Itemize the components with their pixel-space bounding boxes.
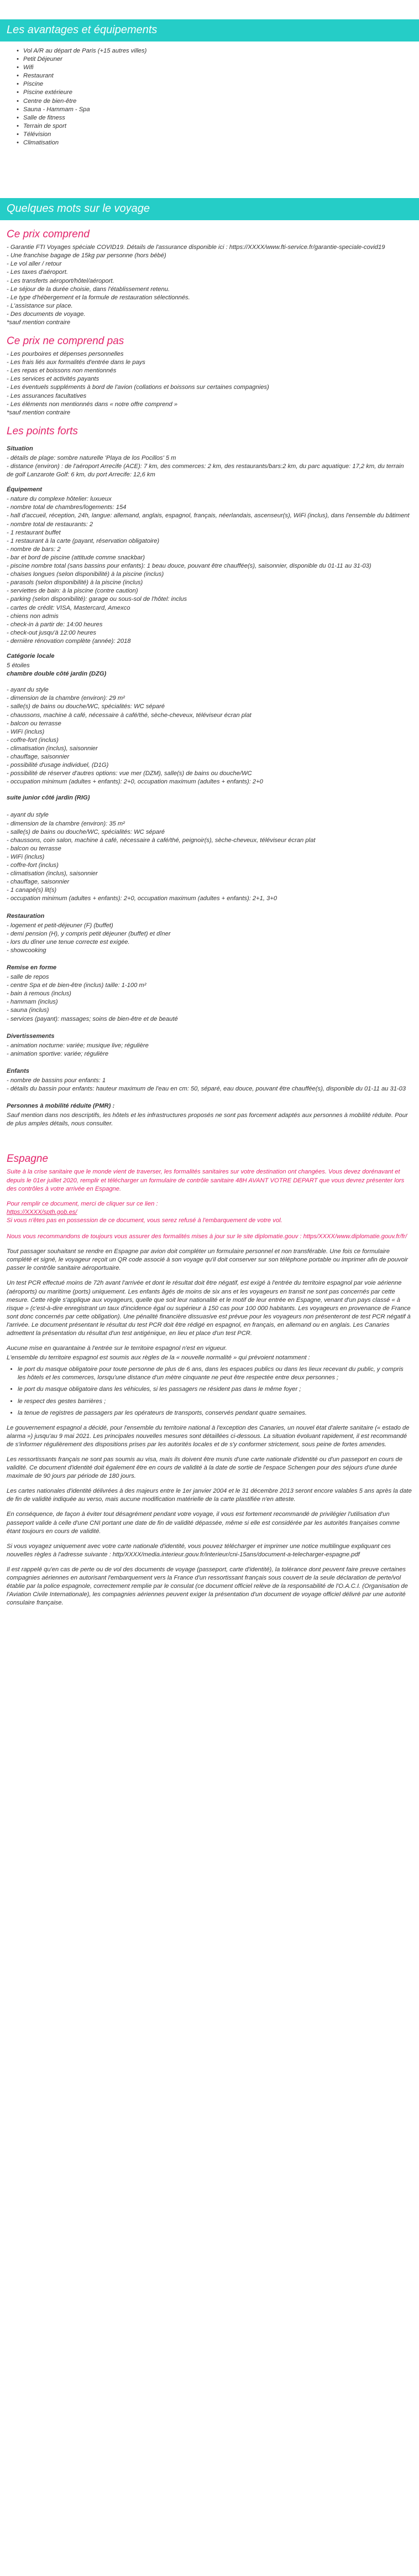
room2-line: - chaussons, coin salon, machine à café, nécessaire à café/thé, peignoir(s), sèche-cheveux, téléviseur écran plat (7, 837, 316, 844)
room2-line: - coffre-fort (inclus) (7, 862, 59, 869)
form-link[interactable]: https://XXXX/spth.gob.es/ (7, 1208, 77, 1216)
excluded-list (7, 350, 412, 417)
kids-line: - nombre de bassins pour enfants: 1 (7, 1077, 106, 1084)
rule-item: • le port du masque obligatoire pour toute personne de plus de 6 ans, dans les espaces publics ou dans les lieux recevant du public, y compris les hôtels et les commerces, lorsqu'une distance d'un mètre cinquante ne peut être respectée entre deux personnes ; (18, 1365, 412, 1382)
pmr-title: Personnes à mobilité réduite (PMR) : (7, 1103, 115, 1110)
advantage-item: • Restaurant (17, 72, 412, 80)
included-line: - L'assistance sur place. (7, 302, 73, 309)
wellness-line: - sauna (inclus) (7, 1007, 49, 1014)
situation-line: - distance (environ) : de l'aéroport Arrecife (ACE): 7 km, des commerces: 2 km, des restaurants/bars:2 km, du parc aquatique: 17,2 km, du terrain de golf Lanzarote Golf: 6 km, du port Arrecife: 12,6 km (7, 463, 404, 479)
situation-list (7, 454, 412, 479)
included-line: - Les transferts aéroport/hôtel/aéroport. (7, 277, 114, 284)
spain-p10: Il est rappelé qu'en cas de perte ou de vol des documents de voyage (passeport, carte d'identité), la tolérance dont peuvent faire preuve certaines compagnies aériennes en autorisant l'embarquement vers la France d'un ressortissant français sous couvert de la seule déclaration de perte/vol établie par la police espagnole, correctement remplie par le consulat (ce document officiel relève de la responsabilité de l'O.A.C.I. (Organisation de l'Aviation Civile Internationale), les compagnies aériennes peuvent exiger la présentation d'un document de voyage officiel délivré par une autorité consulaire française. (7, 1566, 408, 1607)
room2-line: - ayant du style (7, 812, 49, 819)
advantages-title: Les avantages et équipements (0, 19, 419, 41)
included-list (7, 243, 412, 327)
room2-line: - WiFi (inclus) (7, 853, 45, 860)
equipment-title: Équipement (7, 486, 43, 494)
equipment-line: - nombre total de chambres/logements: 154 (7, 504, 127, 511)
spain-p5: Le gouvernement espagnol a décidé, pour l'ensemble du territoire national à l'exception des Canaries, un nouvel état d'alerte sanitaire (« estado de alarma ») jusqu'au 9 mai 2021. Les principales nouvelles mesures sont détaillées ci-dessous. La situation évoluant rapidement, il est recommandé de s'informer régulièrement des dispositions prises par les autorités locales et de s'y conformer strictement, sous peine de fortes amendes. (7, 1424, 410, 1448)
form-line2: Si vous n'êtes pas en possession de ce document, vous serez refusé à l'embarquement de votre vol. (7, 1217, 282, 1224)
equipment-line: - piscine nombre total (sans bassins pour enfants): 1 beau douce, pouvant être chauffée(s), saisonnier, disponible du 01-11 au 31-03) (7, 563, 371, 570)
excluded-line: - Les pourboires et dépenses personnelles (7, 351, 124, 358)
equipment-line: - check-out jusqu'à 12:00 heures (7, 629, 96, 636)
equipment-line: - bar et bord de piscine (attitude comme snackbar) (7, 554, 145, 561)
room1-title: chambre double côté jardin (DZG) (7, 671, 107, 678)
equipment-line: - check-in à partir de: 14:00 heures (7, 621, 103, 628)
equipment-line: - nature du complexe hôtelier: luxueux (7, 496, 112, 503)
rule-item: • le port du masque obligatoire dans les véhicules, si les passagers ne résident pas dans le même foyer ; (18, 1385, 412, 1394)
restauration-line: - logement et petit-déjeuner (F) (buffet) (7, 922, 113, 929)
equipment-line: - nombre total de restaurants: 2 (7, 521, 93, 528)
wellness-line: - services (payant): massages; soins de bien-être et de beauté (7, 1015, 178, 1022)
form-line1: Pour remplir ce document, merci de cliquer sur ce lien : (7, 1200, 158, 1207)
room1-line: - possibilité de réserver d'autres options: vue mer (DZM), salle(s) de bains ou douche/WC (7, 770, 252, 777)
pmr-text: Sauf mention dans nos descriptifs, les hôtels et les infrastructures proposés ne sont pas forcement adaptés aux personnes à mobilité réduite. Pour de plus amples détails, nous consulter. (7, 1112, 408, 1128)
room2-line: - salle(s) de bains ou douche/WC, spécialités: WC séparé (7, 828, 165, 835)
advantage-item: • Climatisation (17, 139, 412, 147)
wellness-line: - hammam (inclus) (7, 999, 58, 1006)
spain-title: Espagne (7, 1153, 49, 1165)
equipment-line: - nombre de bars: 2 (7, 546, 61, 553)
excluded-line: - Les services et activités payants (7, 376, 99, 383)
spain-p3: Aucune mise en quarantaine à l'entrée sur le territoire espagnol n'est en vigueur. (7, 1345, 227, 1352)
equipment-line: - 1 restaurant à la carte (payant, réservation obligatoire) (7, 537, 160, 544)
room1-line: - possibilité d'usage individuel, (D1G) (7, 762, 109, 769)
equipment-line: - serviettes de bain: à la piscine (contre caution) (7, 588, 138, 595)
equipment-line: - 1 restaurant buffet (7, 529, 61, 536)
fun-line: - animation sportive: variée; régulière (7, 1050, 109, 1057)
equipment-list (7, 495, 412, 646)
included-line: - Garantie FTI Voyages spéciale COVID19. Détails de l'assurance disponible ici : https://XXXX/www.fti-service.fr/garantie-speciale-covid19 (7, 244, 385, 251)
spain-p1: Tout passager souhaitant se rendre en Espagne par avion doit compléter un formulaire personnel et non transférable. Une fois ce formulaire complété et signé, le voyageur reçoit un QR code associé à son voyage qu'il doit conserver sur son téléphone portable ou imprimer afin de pouvoir passer le contrôle sanitaire aéroportuaire. (7, 1248, 408, 1272)
strengths-title: Les points forts (7, 425, 78, 437)
spain-p9: Si vous voyagez uniquement avec votre carte nationale d'identité, vous pouvez télécharger et imprimer une notice multilingue expliquant ces nouvelles règles à l'adresse suivante : http/XXXX/media.interieur.gouv.fr/interieur/cni-15ans/document-a-telecharger-espagne.pdf (7, 1543, 391, 1558)
rule-item: • la tenue de registres de passagers par les opérateurs de transports, conservés pendant quatre semaines. (18, 1409, 412, 1417)
included-line: - Le séjour de la durée choisie, dans l'établissement retenu. (7, 285, 170, 293)
fun-title: Divertissements (7, 1032, 55, 1040)
room1-line: - occupation minimum (adultes + enfants): 2+0, occupation maximum (adultes + enfants): 2+0 (7, 778, 263, 786)
included-line: - Une franchise bagage de 15kg par personne (hors bébé) (7, 252, 166, 259)
spain-p2: Un test PCR effectué moins de 72h avant l'arrivée et dont le résultat doit être négatif, est exigé à l'entrée du territoire espagnol par voie aérienne (aéroports) ou maritime (ports) uniquement. Les enfants âgés de moins de six ans et les voyageurs en transit ne sont pas concernés par cette mesure. Cette règle s'applique aux voyageurs, quelle que soit leur nationalité et le motif de leur entrée en Espagne, venant d'un pays classé « à risque » (c'est-à-dire enregistrant un taux d'incidence égal ou supérieur à 150 cas pour 100 000 habitants. Les voyageurs en provenance de France sont donc concernés par cette obligation). Une pénalité financière dissuasive est prévue pour les voyageurs non présenteront de test PCR négatif à l'arrivée. Le document présentant le résultat du test PCR doit être rédigé en espagnol, en français, en allemand ou en anglais. Les Canaries admettent la présentation du résultat d'un test antigénique, en lieu et place d'un test PCR. (7, 1280, 411, 1337)
wellness-line: - salle de repos (7, 974, 49, 981)
included-line: - Les taxes d'aéroport. (7, 269, 68, 276)
advantage-item: • Wifi (17, 64, 412, 72)
room2-line: - dimension de la chambre (environ): 35 m² (7, 820, 125, 827)
room2-line: - occupation minimum (adultes + enfants): 2+0, occupation maximum (adultes + enfants): 2+1, 3+0 (7, 895, 277, 902)
advice-text: Nous vous recommandons de toujours vous assurer des formalités mises à jour sur le site diplomatie.gouv : https/XXXX/www.diplomatie.gouv.fr/fr/ (7, 1233, 407, 1240)
equipment-line: - cartes de crédit: VISA, Mastercard, Amexco (7, 604, 130, 611)
excluded-line: *sauf mention contraire (7, 409, 71, 416)
room2-list (7, 811, 412, 903)
equipment-line: - chiens non admis (7, 612, 59, 620)
restauration-title: Restauration (7, 912, 45, 920)
restauration-line: - demi pension (H), y compris petit déjeuner (buffet) et dîner (7, 930, 171, 937)
excluded-line: - Les repas et boissons non mentionnés (7, 367, 117, 375)
category-value: 5 étoiles (7, 662, 30, 669)
included-line: - Le type d'hébergement et la formule de restauration sélectionnés. (7, 294, 190, 301)
wellness-title: Remise en forme (7, 964, 57, 971)
included-title: Ce prix comprend (7, 228, 90, 241)
advantage-item: • Piscine extérieure (17, 89, 412, 97)
advantage-item: • Vol A/R au départ de Paris (+15 autres villes) (17, 47, 412, 55)
included-line: *sauf mention contraire (7, 319, 71, 326)
included-line: - Des documents de voyage. (7, 310, 86, 318)
advantages-list (7, 41, 412, 153)
room1-line: - salle(s) de bains ou douche/WC, spécialités: WC séparé (7, 703, 165, 710)
restauration-list (7, 922, 412, 955)
situation-title: Situation (7, 445, 33, 452)
room1-line: - ayant du style (7, 687, 49, 694)
advantage-item: • Centre de bien-être (17, 97, 412, 106)
room2-line: - 1 canapé(s) lit(s) (7, 887, 57, 894)
advantage-item: • Piscine (17, 80, 412, 89)
room1-line: - coffre-fort (inclus) (7, 736, 59, 744)
room1-line: - WiFi (inclus) (7, 728, 45, 735)
spain-p8: En conséquence, de façon à éviter tout désagrément pendant votre voyage, il vous est fortement recommandé de privilégier l'utilisation d'un passeport valide à celle d'une CNI portant une date de fin de validité dépassée, même si elle est considérée par les autorités françaises comme étant toujours en cours de validité. (7, 1511, 400, 1535)
restauration-line: - showcooking (7, 947, 46, 954)
room2-line: - balcon ou terrasse (7, 845, 61, 852)
advantage-item: • Sauna - Hammam - Spa (17, 106, 412, 114)
fun-line: - animation nocturne: variée; musique live; régulière (7, 1042, 149, 1049)
equipment-line: - parasols (selon disponibilité) à la piscine (inclus) (7, 579, 143, 586)
spain-p6: Les ressortissants français ne sont pas soumis au visa, mais ils doivent être munis d'une carte nationale d'identité ou d'un passeport en cours de validité. Ce document d'identité doit également être en cours de validité à la date de sortie de l'espace Schengen pour des séjours d'une durée maximale de 90 jours par période de 180 jours. (7, 1456, 402, 1480)
wellness-line: - centre Spa et de bien-être (inclus) taille: 1-100 m² (7, 982, 146, 989)
advantage-item: • Salle de fitness (17, 114, 412, 122)
equipment-line: - parking (selon disponibilité): garage ou sous-sol de l'hôtel: inclus (7, 596, 187, 603)
room1-line: - dimension de la chambre (environ): 29 m² (7, 695, 125, 702)
advantage-item: • Terrain de sport (17, 122, 412, 131)
advantage-item: • Télévision (17, 131, 412, 139)
spain-p7: Les cartes nationales d'identité délivrées à des majeurs entre le 1er janvier 2004 et le 31 décembre 2013 seront encore valables 5 ans après la date de fin de validité indiquée au verso, mais aucune modification matérielle de la carte plastifiée n'en atteste. (7, 1488, 412, 1503)
room2-line: - chauffage, saisonnier (7, 879, 70, 886)
room2-line: - climatisation (inclus), saisonnier (7, 870, 98, 877)
spain-intro: Suite à la crise sanitaire que le monde vient de traverser, les formalités sanitaires sur votre destination ont changées. Vous devez dorénavant et depuis le 01er juillet 2020, remplir et télécharger un formulaire de contrôle sanitaire 48H AVANT VOTRE DEPART que vous devrez présenter lors des contrôles à votre arrivée en Espagne. (7, 1168, 405, 1192)
room1-line: - climatisation (inclus), saisonnier (7, 745, 98, 752)
excluded-line: - Les frais liés aux formalités d'entrée dans le pays (7, 359, 145, 366)
equipment-line: - hall d'accueil, réception, 24h, langue: allemand, anglais, espagnol, français, néerlandais, ascenseur(s), WiFi (inclus), dans l'ensemble du bâtiment (7, 512, 410, 520)
equipment-line: - chaises longues (selon disponibilité) à la piscine (inclus) (7, 571, 164, 578)
situation-line: - détails de plage: sombre naturelle 'Playa de los Pocillos' 5 m (7, 454, 176, 461)
excluded-line: - Les éléments non mentionnés dans « notre offre comprend » (7, 401, 178, 408)
restauration-line: - lors du dîner une tenue correcte est exigée. (7, 938, 130, 946)
room1-line: - chauffage, saisonnier (7, 754, 70, 760)
room1-list (7, 686, 412, 786)
wellness-list (7, 973, 412, 1024)
excluded-line: - Les éventuels suppléments à bord de l'avion (collations et boissons sur certaines compagnies) (7, 384, 269, 391)
room1-line: - balcon ou terrasse (7, 720, 61, 727)
wellness-line: - bain à remous (inclus) (7, 990, 71, 998)
excluded-title: Ce prix ne comprend pas (7, 335, 124, 347)
kids-list (7, 1077, 412, 1093)
spain-p4: L'ensemble du territoire espagnol est soumis aux règles de la « nouvelle normalité » qui prévoient notamment : (7, 1354, 310, 1362)
room2-title: suite junior côté jardin (RIG) (7, 794, 90, 802)
kids-line: - détails du bassin pour enfants: hauteur maximum de l'eau en cm: 50, séparé, eau douce, pouvant être chauffée(s), disponible du 01-11 au 31-03 (7, 1086, 406, 1093)
rules-list (7, 1365, 412, 1417)
excluded-line: - Les assurances facultatives (7, 392, 87, 399)
keywords-title: Quelques mots sur le voyage (0, 198, 419, 220)
advantage-item: • Petit Déjeuner (17, 55, 412, 64)
fun-list (7, 1042, 412, 1058)
equipment-line: - dernière rénovation complète (année): 2018 (7, 637, 131, 645)
room1-line: - chaussons, machine à café, nécessaire à café/thé, sèche-cheveux, téléviseur écran plat (7, 711, 252, 719)
category-title: Catégorie locale (7, 652, 55, 659)
kids-title: Enfants (7, 1067, 30, 1074)
rule-item: • le respect des gestes barrières ; (18, 1398, 412, 1406)
included-line: - Le vol aller / retour (7, 261, 62, 268)
